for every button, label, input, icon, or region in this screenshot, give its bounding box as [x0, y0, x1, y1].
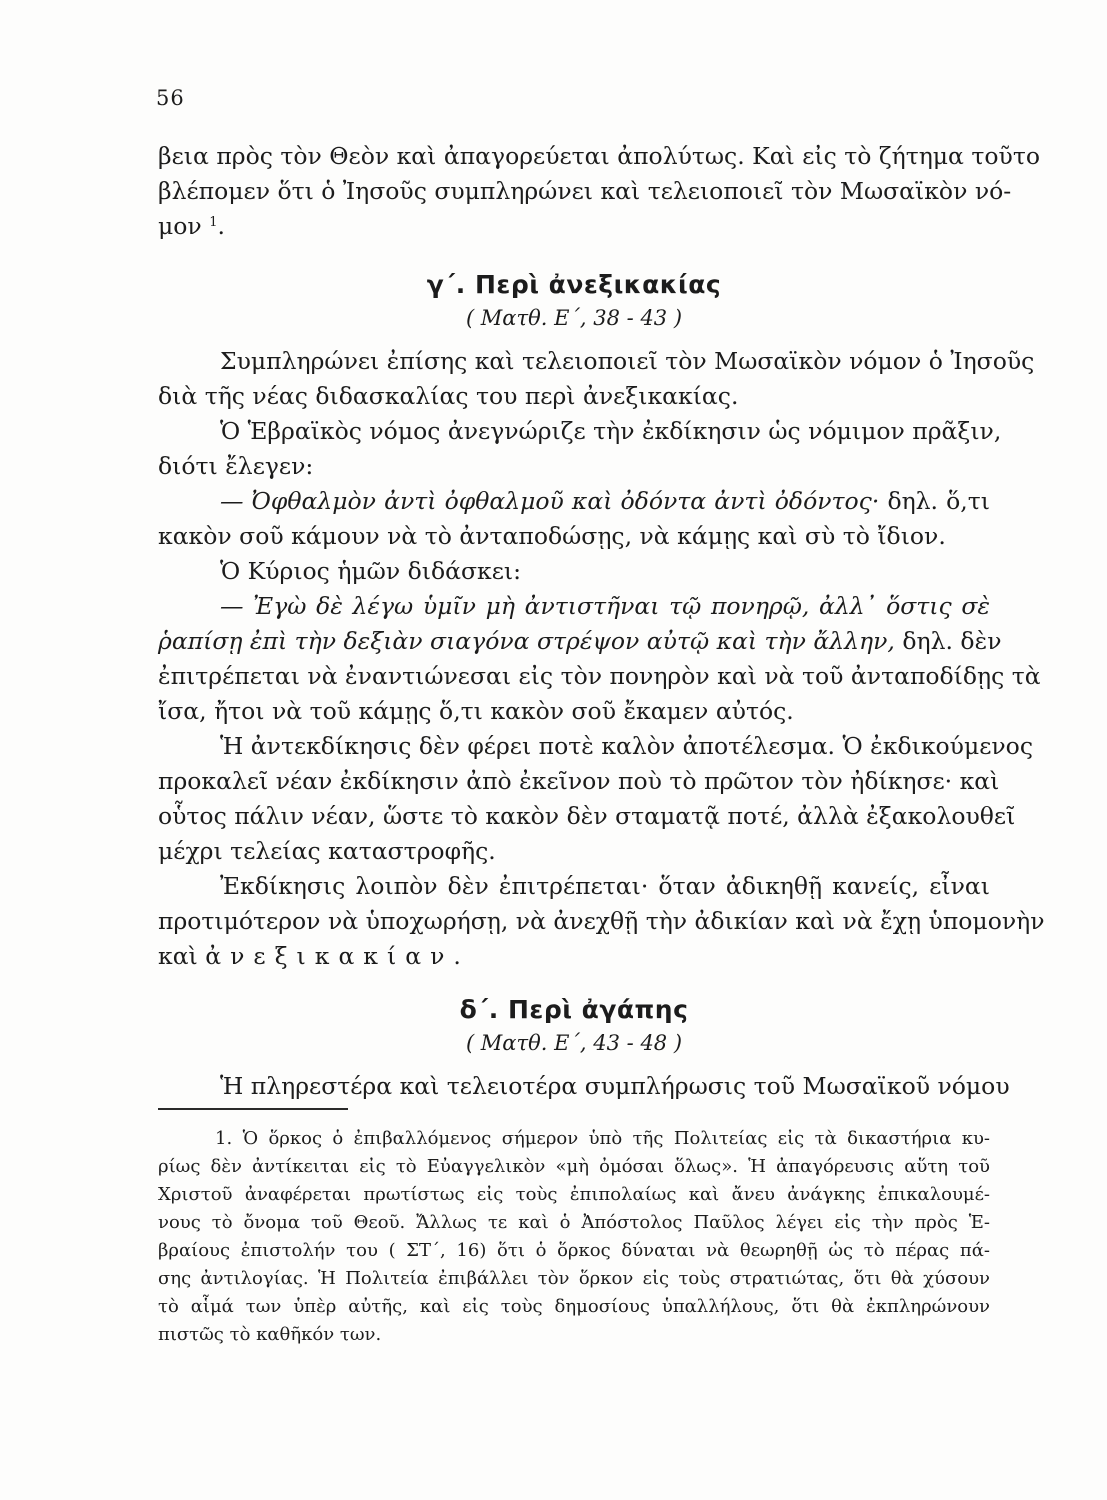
- footnote-line: νους τὸ ὄνομα τοῦ Θεοῦ. Ἄλλως τε καὶ ὁ Ἀπόστολος Παῦλος λέγει εἰς τὴν πρὸς Ἑ-: [158, 1212, 990, 1233]
- page-number: 56: [156, 86, 185, 110]
- scripture-reference: ( Ματθ. Ε΄, 38 - 43 ): [465, 306, 683, 330]
- body-line: Ὁ Ἑβραϊκὸς νόμος ἀνεγνώριζε τὴν ἐκδίκησιν ὡς νόμιμον πρᾶξιν,: [220, 417, 1002, 445]
- quote-italic: ῥαπίσῃ ἐπὶ τὴν δεξιὰν σιαγόνα στρέψον αὐτῷ καὶ τὴν ἄλλην,: [158, 627, 895, 655]
- body-line: ἐπιτρέπεται νὰ ἐναντιώνεσαι εἰς τὸν πονηρὸν καὶ νὰ τοῦ ἀνταποδίδῃς τὰ: [158, 662, 1041, 690]
- body-line: διότι ἔλεγεν:: [158, 452, 314, 480]
- body-line: Ὁ Κύριος ἡμῶν διδάσκει:: [220, 557, 522, 585]
- quote-line: — Ἐγὼ δὲ λέγω ὑμῖν μὴ ἀντιστῆναι τῷ πονηρῷ, ἀλλ᾽ ὅστις σὲ: [220, 592, 990, 620]
- body-line: βεια πρὸς τὸν Θεὸν καὶ ἀπαγορεύεται ἀπολύτως. Καὶ εἰς τὸ ζήτημα τοῦτο: [158, 142, 1040, 170]
- quote-italic: — Ὀφθαλμὸν ἀντὶ ὀφθαλμοῦ καὶ ὀδόντα ἀντὶ ὀδόντος·: [220, 487, 880, 515]
- section-heading-anexikakia: γ΄. Περὶ ἀνεξικακίας: [426, 270, 722, 299]
- text-prefix: καὶ: [158, 942, 198, 970]
- scripture-reference: ( Ματθ. Ε΄, 43 - 48 ): [465, 1031, 683, 1055]
- spaced-word: ἀνεξικακίαν: [205, 942, 454, 970]
- footnote-divider: [158, 1108, 348, 1110]
- quote-roman: δηλ. δὲν: [902, 627, 1002, 655]
- section-heading-agapi: δ΄. Περὶ ἀγάπης: [459, 995, 689, 1024]
- footnote-line: Χριστοῦ ἀναφέρεται πρωτίστως εἰς τοὺς ἐπιπολαίως καὶ ἄνευ ἀνάγκης ἐπικαλουμέ-: [158, 1184, 990, 1205]
- body-line: διὰ τῆς νέας διδασκαλίας του περὶ ἀνεξικακίας.: [158, 382, 739, 410]
- body-line-text: μον: [158, 212, 202, 240]
- body-line: κακὸν σοῦ κάμουν νὰ τὸ ἀνταποδώσῃς, νὰ κάμῃς καὶ σὺ τὸ ἴδιον.: [158, 522, 946, 550]
- body-line: προκαλεῖ νέαν ἐκδίκησιν ἀπὸ ἐκεῖνον ποὺ τὸ πρῶτον τὸν ἠδίκησε· καὶ: [158, 767, 1000, 795]
- footnote-line: τὸ αἷμά των ὑπὲρ αὐτῆς, καὶ εἰς τοὺς δημοσίους ὑπαλλήλους, ὅτι θὰ ἐκπληρώνουν: [158, 1296, 990, 1317]
- footnote-line: ρίως δὲν ἀντίκειται εἰς τὸ Εὐαγγελικὸν «μὴ ὀμόσαι ὅλως». Ἡ ἀπαγόρευσις αὕτη τοῦ: [158, 1156, 990, 1177]
- footnote-line: σης ἀντιλογίας. Ἡ Πολιτεία ἐπιβάλλει τὸν ὅρκον εἰς τοὺς στρατιώτας, ὅτι θὰ χύσουν: [158, 1268, 990, 1289]
- body-line: Ἡ ἀντεκδίκησις δὲν φέρει ποτὲ καλὸν ἀποτέλεσμα. Ὁ ἐκδικούμενος: [220, 732, 1033, 760]
- quote-roman: δηλ. ὅ,τι: [887, 487, 990, 515]
- body-line: προτιμότερον νὰ ὑποχωρήσῃ, νὰ ἀνεχθῇ τὴν ἀδικίαν καὶ νὰ ἔχῃ ὑπομονὴν: [158, 907, 1045, 935]
- quote-line: [158, 627, 1002, 655]
- body-line: μον $^1$.: [158, 212, 225, 240]
- footnote-line: 1. Ὁ ὅρκος ὁ ἐπιβαλλόμενος σήμερον ὑπὸ τῆς Πολιτείας εἰς τὰ δικαστήρια κυ-: [215, 1128, 990, 1149]
- body-line: οὗτος πάλιν νέαν, ὥστε τὸ κακὸν δὲν σταματᾷ ποτέ, ἀλλὰ ἐξακολουθεῖ: [158, 802, 1016, 830]
- body-line: Ἡ πληρεστέρα καὶ τελειοτέρα συμπλήρωσις τοῦ Μωσαϊκοῦ νόμου: [220, 1072, 1010, 1100]
- body-line: Συμπληρώνει ἐπίσης καὶ τελειοποιεῖ τὸν Μωσαϊκὸν νόμον ὁ Ἰησοῦς: [220, 347, 1035, 375]
- footnote-line: πιστῶς τὸ καθῆκόν των.: [158, 1324, 382, 1345]
- body-line: [158, 942, 461, 970]
- body-line: μέχρι τελείας καταστροφῆς.: [158, 837, 496, 865]
- footnote-ref: 1: [209, 215, 218, 230]
- footnote-line: βραίους ἐπιστολήν του ( ΣΤ΄, 16) ὅτι ὁ ὅρκος δύναται νὰ θεωρηθῇ ὡς τὸ πέρας πά-: [158, 1240, 990, 1261]
- body-line: ἴσα, ἤτοι νὰ τοῦ κάμῃς ὅ,τι κακὸν σοῦ ἔκαμεν αὐτός.: [158, 697, 794, 725]
- body-line: Ἐκδίκησις λοιπὸν δὲν ἐπιτρέπεται· ὅταν ἀδικηθῇ κανείς, εἶναι: [220, 872, 990, 900]
- quote-line: [220, 487, 990, 515]
- text-suffix: .: [453, 942, 461, 970]
- body-line: βλέπομεν ὅτι ὁ Ἰησοῦς συμπληρώνει καὶ τελειοποιεῖ τὸν Μωσαϊκὸν νό-: [158, 177, 1012, 205]
